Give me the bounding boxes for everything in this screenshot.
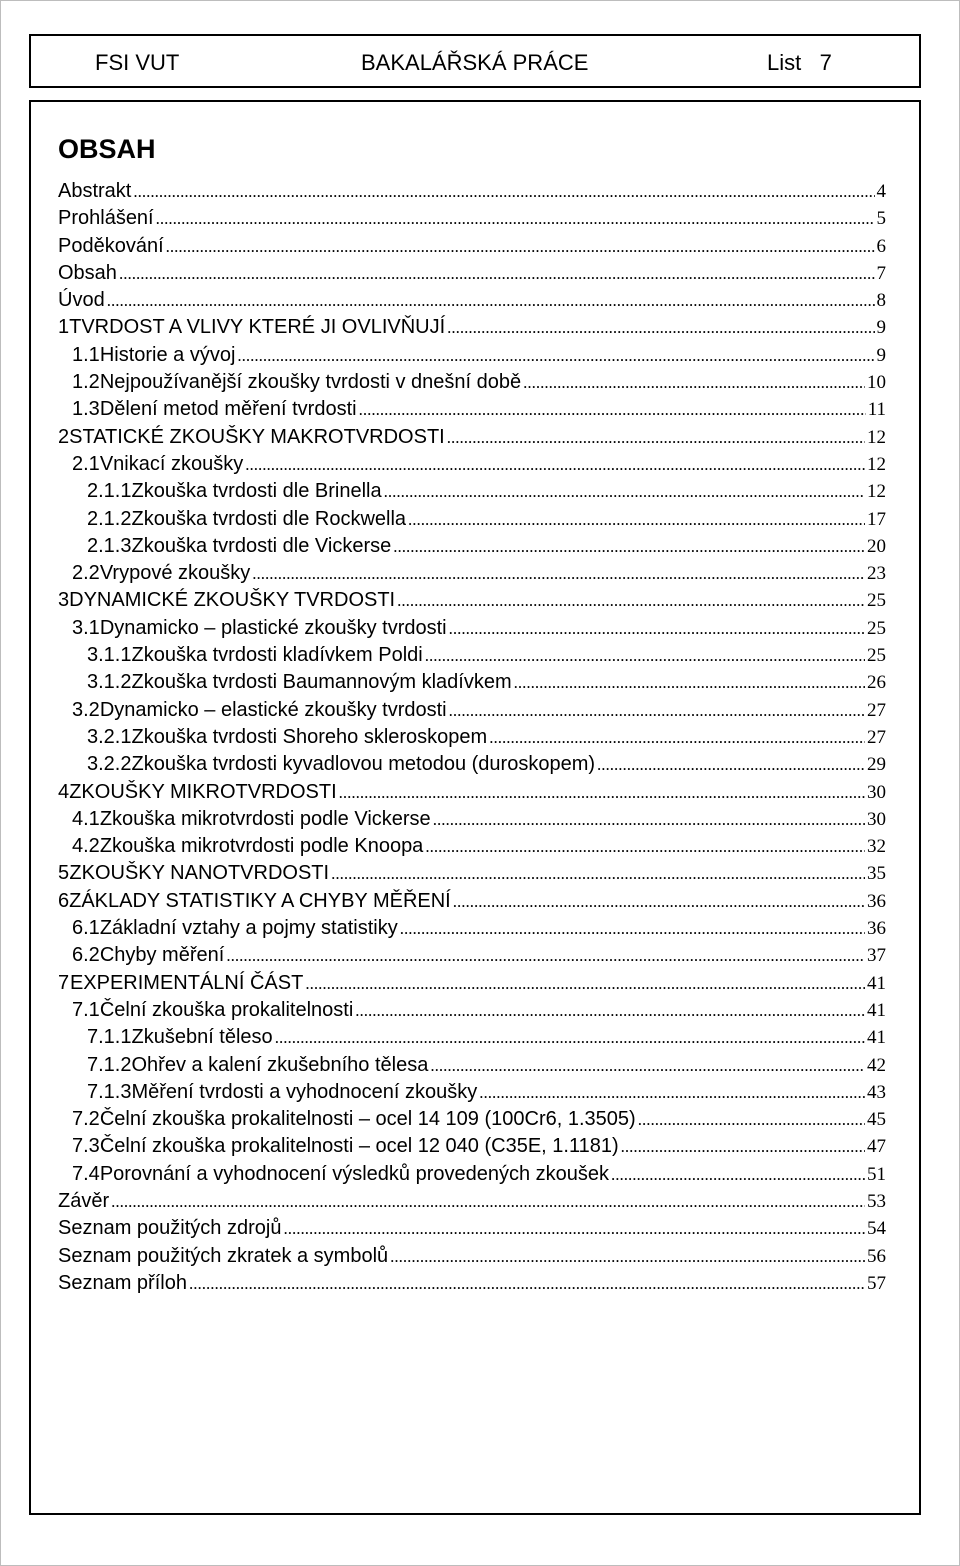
- toc-entry-number: 7.4: [72, 1162, 100, 1185]
- toc-entry-page: 12: [867, 426, 886, 448]
- toc-entry-number: 7.1.2: [87, 1053, 132, 1076]
- toc-dot-leader: [111, 1188, 865, 1215]
- toc-dot-leader: [331, 860, 865, 887]
- toc-entry-number: 7.1.3: [87, 1080, 132, 1103]
- toc-entry-title: Abstrakt: [58, 180, 132, 202]
- toc-entry-page: 32: [867, 836, 886, 858]
- toc-entry-page: 25: [867, 617, 886, 639]
- toc-entry[interactable]: [58, 1243, 886, 1270]
- toc-entry-number: 2.1.2: [87, 507, 132, 530]
- toc-entry-title: EXPERIMENTÁLNÍ ČÁST: [69, 971, 304, 994]
- toc-entry-number: 6.2: [72, 944, 100, 967]
- toc-dot-leader: [166, 233, 875, 260]
- toc-entry-title: ZÁKLADY STATISTIKY A CHYBY MĚŘENÍ: [69, 889, 451, 912]
- toc-entry-title: Zkušební těleso: [131, 1026, 273, 1049]
- toc-entry-number: 3.1: [72, 616, 100, 639]
- toc-entry-page: 9: [876, 344, 886, 366]
- toc-entry-page: 10: [867, 372, 886, 394]
- toc-entry[interactable]: [58, 642, 886, 669]
- toc-entry-number: 7.1: [72, 998, 100, 1021]
- toc-dot-leader: [453, 888, 865, 915]
- toc-dot-leader: [514, 669, 865, 696]
- toc-entry[interactable]: [58, 396, 886, 423]
- toc-dot-leader: [447, 314, 874, 341]
- toc-dot-leader: [523, 369, 865, 396]
- toc-entry-page: 17: [867, 508, 886, 530]
- toc-entry-page: 30: [867, 808, 886, 830]
- toc-entry-title: STATICKÉ ZKOUŠKY MAKROTVRDOSTI: [69, 425, 445, 448]
- toc-entry[interactable]: [58, 260, 886, 287]
- toc-entry-title: Zkouška tvrdosti Shoreho skleroskopem: [131, 725, 488, 748]
- toc-entry-page: 7: [876, 262, 886, 284]
- header-faculty: FSI VUT: [95, 50, 180, 75]
- toc-entry-number: 5: [58, 862, 70, 885]
- toc-entry[interactable]: [58, 1106, 886, 1133]
- toc-entry-title: Vrypové zkoušky: [99, 562, 251, 585]
- toc-entry-number: 2.2: [72, 562, 100, 585]
- toc-entry-page: 26: [867, 672, 886, 694]
- toc-entry-title: Seznam příloh: [58, 1271, 187, 1294]
- toc-entry-title: Nejpoužívanější zkoušky tvrdosti v dnešní době: [99, 371, 522, 394]
- toc-entry[interactable]: [58, 697, 886, 724]
- toc-dot-leader: [275, 1024, 865, 1051]
- toc-entry-page: 47: [867, 1136, 886, 1158]
- toc-entry[interactable]: [58, 806, 886, 833]
- toc-dot-leader: [393, 533, 865, 560]
- toc-entry[interactable]: [58, 615, 886, 642]
- toc-entry-page: 12: [867, 453, 886, 475]
- toc-entry-page: 41: [867, 972, 886, 994]
- toc-entry-number: 7.1.1: [87, 1026, 132, 1049]
- toc-dot-leader: [433, 806, 865, 833]
- toc-entry-number: 3.1.1: [87, 644, 132, 667]
- toc-entry-title: Vnikací zkoušky: [99, 452, 244, 475]
- toc-entry-title: Zkouška tvrdosti dle Vickerse: [131, 534, 392, 557]
- toc-entry-title: Seznam použitých zkratek a symbolů: [58, 1244, 389, 1267]
- toc-entry-page: 25: [867, 645, 886, 667]
- toc-entry-number: 2: [58, 425, 70, 448]
- toc-entry-number: 3: [58, 589, 70, 612]
- toc-entry[interactable]: [58, 833, 886, 860]
- toc-dot-leader: [305, 970, 865, 997]
- toc-entry-page: 37: [867, 945, 886, 967]
- toc-entry-number: 3.2.1: [87, 725, 132, 748]
- toc-entry-number: 6.1: [72, 917, 100, 940]
- toc-entry[interactable]: [58, 424, 886, 451]
- toc-entry-page: 11: [867, 399, 886, 421]
- toc-entry[interactable]: [58, 669, 886, 696]
- toc-entry-number: 7.3: [72, 1135, 100, 1158]
- toc-entry-title: Zkouška tvrdosti dle Rockwella: [131, 507, 407, 530]
- toc-entry-title: Základní vztahy a pojmy statistiky: [99, 917, 398, 940]
- toc-entry[interactable]: [58, 1079, 886, 1106]
- toc-entry-title: ZKOUŠKY MIKROTVRDOSTI: [69, 780, 337, 803]
- toc-entry[interactable]: [58, 287, 886, 314]
- toc-entry-title: Zkouška mikrotvrdosti podle Vickerse: [99, 807, 431, 830]
- toc-entry[interactable]: [58, 342, 886, 369]
- toc-entry-page: 27: [867, 699, 886, 721]
- toc-entry[interactable]: [58, 724, 886, 751]
- toc-entry-title: Čelní zkouška prokalitelnosti – ocel 12 040 (C35E, 1.1181): [99, 1135, 619, 1158]
- toc-dot-leader: [449, 697, 865, 724]
- toc-entry-page: 42: [867, 1054, 886, 1076]
- toc-entry-title: Čelní zkouška prokalitelnosti: [99, 998, 354, 1021]
- toc-dot-leader: [107, 287, 875, 314]
- toc-entry-title: Porovnání a vyhodnocení výsledků provedených zkoušek: [99, 1162, 610, 1185]
- toc-entry-title: Dynamicko – elastické zkoušky tvrdosti: [99, 698, 447, 721]
- toc-entry[interactable]: [58, 560, 886, 587]
- toc-entry[interactable]: [58, 506, 886, 533]
- toc-entry-page: 57: [867, 1272, 886, 1294]
- toc-entry[interactable]: [58, 888, 886, 915]
- toc-entry-title: Obsah: [58, 261, 117, 284]
- toc-entry[interactable]: [58, 915, 886, 942]
- toc-entry-title: Poděkování: [58, 234, 164, 257]
- toc-title: OBSAH: [58, 134, 156, 164]
- toc-entry-title: Historie a vývoj: [99, 343, 236, 366]
- toc-dot-leader: [479, 1079, 865, 1106]
- toc-entry-number: 2.1: [72, 452, 100, 475]
- toc-entry-page: 56: [867, 1245, 886, 1267]
- toc-entry-number: 1.1: [72, 343, 100, 366]
- toc-entry-number: 4.2: [72, 835, 100, 858]
- toc-entry[interactable]: [58, 860, 886, 887]
- toc-entry-page: 36: [867, 918, 886, 940]
- toc-entry[interactable]: [58, 1024, 886, 1051]
- toc-dot-leader: [359, 396, 866, 423]
- toc-entry-page: 54: [867, 1218, 886, 1240]
- toc-entry-page: 36: [867, 890, 886, 912]
- toc-entry-title: TVRDOST A VLIVY KTERÉ JI OVLIVŇUJÍ: [69, 316, 446, 339]
- toc-entry-number: 1: [58, 316, 70, 339]
- toc-entry-page: 12: [867, 481, 886, 503]
- toc-entry-number: 4.1: [72, 807, 100, 830]
- toc-entry-page: 5: [876, 208, 886, 230]
- toc-dot-leader: [430, 1052, 865, 1079]
- toc-entry[interactable]: [58, 1215, 886, 1242]
- toc-dot-leader: [156, 205, 875, 232]
- toc-entry-page: 8: [876, 290, 886, 312]
- toc-entry[interactable]: [58, 478, 886, 505]
- toc-entry-page: 41: [867, 1027, 886, 1049]
- toc-dot-leader: [408, 506, 865, 533]
- toc-entry-page: 30: [867, 781, 886, 803]
- toc-entry-page: 29: [867, 754, 886, 776]
- toc-entry-page: 9: [876, 317, 886, 339]
- toc-entry-number: 7: [58, 971, 70, 994]
- toc-entry[interactable]: [58, 1270, 886, 1297]
- toc-entry-title: Prohlášení: [58, 207, 154, 230]
- toc-entry-number: 3.2.2: [87, 753, 132, 776]
- header-document-type: BAKALÁŘSKÁ PRÁCE: [361, 50, 589, 75]
- toc-dot-leader: [119, 260, 875, 287]
- toc-entry-page: 4: [876, 181, 886, 202]
- toc-dot-leader: [597, 751, 865, 778]
- toc-dot-leader: [390, 1243, 865, 1270]
- toc-entry-number: 1.2: [72, 371, 100, 394]
- toc-entry-title: Ohřev a kalení zkušebního tělesa: [131, 1053, 429, 1076]
- toc-dot-leader: [226, 942, 865, 969]
- toc-entry[interactable]: [58, 205, 886, 232]
- toc-dot-leader: [621, 1133, 865, 1160]
- toc-entry-title: Seznam použitých zdrojů: [58, 1217, 282, 1240]
- toc-entry[interactable]: [58, 178, 886, 205]
- toc-dot-leader: [252, 560, 865, 587]
- toc-dot-leader: [283, 1215, 865, 1242]
- table-of-contents: [58, 178, 886, 1297]
- toc-entry[interactable]: [58, 1188, 886, 1215]
- toc-entry-number: 3.2: [72, 698, 100, 721]
- toc-entry-page: 20: [867, 535, 886, 557]
- toc-entry[interactable]: [58, 314, 886, 341]
- toc-entry-title: ZKOUŠKY NANOTVRDOSTI: [69, 862, 330, 885]
- toc-entry-number: 3.1.2: [87, 671, 132, 694]
- toc-entry[interactable]: [58, 587, 886, 614]
- header-page-number: List 7: [767, 50, 832, 75]
- toc-dot-leader: [189, 1270, 865, 1297]
- toc-dot-leader: [237, 342, 874, 369]
- toc-dot-leader: [245, 451, 865, 478]
- toc-dot-leader: [425, 642, 865, 669]
- toc-entry-title: Zkouška tvrdosti dle Brinella: [131, 480, 382, 503]
- toc-entry[interactable]: [58, 1161, 886, 1188]
- toc-dot-leader: [611, 1161, 865, 1188]
- toc-entry-title: Zkouška mikrotvrdosti podle Knoopa: [99, 835, 424, 858]
- toc-entry[interactable]: [58, 970, 886, 997]
- toc-entry-page: 53: [867, 1190, 886, 1212]
- toc-dot-leader: [133, 178, 874, 205]
- toc-entry-number: 2.1.1: [87, 480, 132, 503]
- toc-entry-page: 41: [867, 999, 886, 1021]
- toc-dot-leader: [489, 724, 865, 751]
- toc-entry-number: 7.2: [72, 1108, 100, 1131]
- toc-entry-title: Závěr: [58, 1189, 110, 1212]
- toc-entry-title: Zkouška tvrdosti kladívkem Poldi: [131, 644, 423, 667]
- toc-entry-page: 27: [867, 726, 886, 748]
- toc-entry-title: Chyby měření: [99, 944, 225, 967]
- toc-entry-number: 2.1.3: [87, 534, 132, 557]
- toc-entry-title: DYNAMICKÉ ZKOUŠKY TVRDOSTI: [69, 589, 396, 612]
- toc-entry[interactable]: [58, 533, 886, 560]
- toc-entry[interactable]: [58, 233, 886, 260]
- toc-entry-page: 43: [867, 1081, 886, 1103]
- toc-dot-leader: [447, 424, 865, 451]
- toc-dot-leader: [638, 1106, 865, 1133]
- toc-dot-leader: [400, 915, 865, 942]
- toc-entry-title: Zkouška tvrdosti kyvadlovou metodou (duroskopem): [131, 753, 596, 776]
- toc-entry[interactable]: [58, 451, 886, 478]
- toc-entry[interactable]: [58, 997, 886, 1024]
- toc-entry-page: 45: [867, 1109, 886, 1131]
- toc-dot-leader: [397, 587, 865, 614]
- toc-entry-title: Měření tvrdosti a vyhodnocení zkoušky: [131, 1080, 478, 1103]
- page-header: [29, 34, 921, 88]
- toc-entry-number: 6: [58, 889, 70, 912]
- toc-entry-page: 35: [867, 863, 886, 885]
- toc-entry-title: Dělení metod měření tvrdosti: [99, 398, 357, 421]
- toc-entry-page: 51: [867, 1163, 886, 1185]
- toc-entry-page: 25: [867, 590, 886, 612]
- toc-entry-title: Úvod: [58, 289, 105, 312]
- toc-entry-page: 23: [867, 563, 886, 585]
- toc-entry[interactable]: [58, 942, 886, 969]
- toc-dot-leader: [449, 615, 865, 642]
- toc-dot-leader: [384, 478, 865, 505]
- toc-entry-page: 6: [876, 235, 886, 257]
- toc-entry-title: Zkouška tvrdosti Baumannovým kladívkem: [131, 671, 512, 694]
- toc-entry-title: Čelní zkouška prokalitelnosti – ocel 14 109 (100Cr6, 1.3505): [99, 1108, 636, 1131]
- toc-dot-leader: [355, 997, 865, 1024]
- toc-entry[interactable]: [58, 1133, 886, 1160]
- toc-entry[interactable]: [58, 751, 886, 778]
- toc-dot-leader: [425, 833, 865, 860]
- toc-entry[interactable]: [58, 369, 886, 396]
- toc-dot-leader: [339, 779, 865, 806]
- toc-entry-title: Dynamicko – plastické zkoušky tvrdosti: [99, 616, 447, 639]
- toc-entry[interactable]: [58, 779, 886, 806]
- toc-entry-number: 4: [58, 780, 70, 803]
- toc-entry-number: 1.3: [72, 398, 100, 421]
- toc-entry[interactable]: [58, 1052, 886, 1079]
